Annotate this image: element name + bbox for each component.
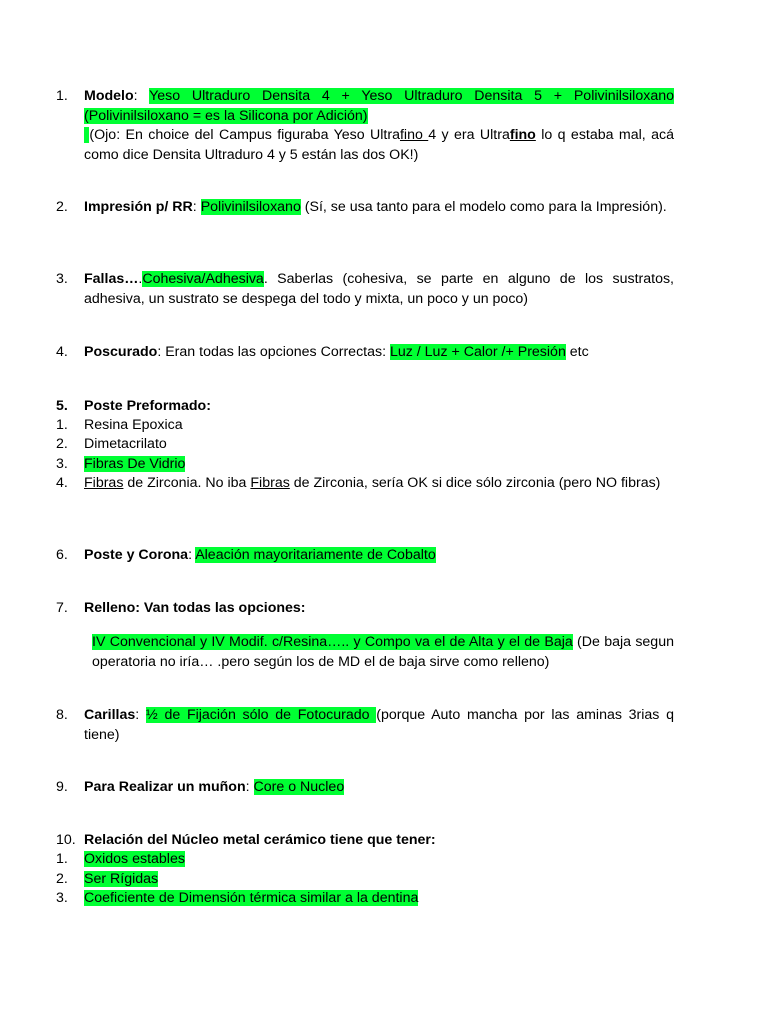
item-rest: (Sí, se usa tanto para el modelo como para la Impresión). — [300, 199, 667, 215]
label-colon: : — [245, 779, 254, 795]
highlighted-answer: ½ de Fijación sólo de Fotocurado — [145, 707, 377, 723]
item-rest: etc — [565, 344, 589, 360]
item-number: 3. — [56, 271, 68, 287]
item-number: 6. — [56, 547, 68, 563]
note-text-c: lo q estaba mal, acá como dice Densita Ultraduro 4 y 5 están las dos OK!) — [84, 127, 674, 163]
highlighted-answer: Polivinilsiloxano — [200, 199, 301, 215]
item-label: Relleno: Van todas las opciones: — [84, 600, 306, 616]
item-label: Modelo — [84, 88, 134, 104]
highlighted-answer: Fibras De Vidrio — [84, 456, 186, 472]
highlighted-answer: IV Convencional y IV Modif. c/Resina….. y Compo va el de Alta y el de Baja — [92, 634, 573, 650]
item-number: 5. — [56, 398, 68, 414]
item-text — [84, 599, 674, 619]
item-text — [84, 87, 674, 165]
item-number: 9. — [56, 779, 68, 795]
item-label: Poscurado — [84, 344, 158, 360]
option-number: 1. — [56, 851, 68, 867]
option-text-b: de Zirconia, sería OK si dice sólo zirconia (pero NO fibras) — [289, 475, 661, 491]
option-text — [84, 455, 674, 475]
item-number: 10. — [56, 832, 76, 848]
item-text — [84, 546, 674, 566]
note-text-a: (Ojo: En choice del Campus figuraba Yeso Ultra — [89, 127, 400, 143]
underlined-word: Fibras — [250, 475, 290, 491]
note-text-b: 4 y era Ultra — [428, 127, 510, 143]
highlighted-answer: Aleación mayoritariamente de Cobalto — [195, 547, 436, 563]
item-label: Relación del Núcleo metal cerámico tiene que tener: — [84, 832, 436, 848]
item-number: 8. — [56, 707, 68, 723]
underlined-word: Fibras — [84, 475, 124, 491]
option-text — [84, 850, 674, 870]
highlighted-answer: Ser Rígidas — [84, 871, 159, 887]
label-colon: : — [133, 88, 150, 104]
item-rest: (De baja segun operatoria no iría… .pero según los de MD el de baja sirve como relleno) — [92, 634, 674, 670]
label-colon: : — [188, 547, 196, 563]
option-number: 3. — [56, 890, 68, 906]
label-dot: . — [138, 271, 143, 287]
option-number: 2. — [56, 436, 68, 452]
item-detail-text — [92, 633, 674, 672]
highlighted-answer: Core o Nucleo — [253, 779, 345, 795]
item-text — [84, 831, 674, 851]
highlighted-answer: Yeso Ultraduro Densita 4 + Yeso Ultraduro Densita 5 + Polivinilsiloxano (Polivinilsiloxano = es la Silicona por Adición) — [84, 88, 674, 124]
option-number: 1. — [56, 417, 68, 433]
item-text — [84, 397, 674, 417]
option-text — [84, 889, 674, 909]
option-text: Dimetacrilato — [84, 436, 167, 452]
option-text — [84, 870, 674, 890]
item-number: 2. — [56, 199, 68, 215]
item-text — [84, 706, 674, 745]
item-label: Fallas… — [84, 271, 139, 287]
item-number: 7. — [56, 600, 68, 616]
item-number: 1. — [56, 88, 68, 104]
option-text: Resina Epoxica — [84, 417, 183, 433]
item-text — [84, 198, 674, 218]
option-number: 2. — [56, 871, 68, 887]
item-rest: . Saberlas (cohesiva, se parte en alguno de los sustratos, adhesiva, un sustrato se despega del todo y mixta, un poco y un poco) — [84, 271, 674, 307]
option-text — [84, 474, 674, 494]
item-label: Poste Preformado: — [84, 398, 211, 414]
highlighted-answer: Coeficiente de Dimensión térmica similar a la dentina — [84, 890, 419, 906]
highlighted-answer: Cohesiva/Adhesiva — [142, 271, 264, 287]
item-pre: Eran todas las opciones Correctas: — [165, 344, 390, 360]
item-text — [84, 270, 674, 309]
highlighted-answer: Luz / Luz + Calor /+ Presión — [389, 344, 566, 360]
item-number: 4. — [56, 344, 68, 360]
item-text — [84, 343, 674, 363]
item-rest: (porque Auto mancha por las aminas 3rias q tiene) — [84, 707, 674, 743]
label-colon: : — [192, 199, 201, 215]
item-label: Para Realizar un muñon — [84, 779, 246, 795]
note-underlined-fino: fino — [399, 127, 429, 143]
highlighted-answer: Oxidos estables — [84, 851, 185, 867]
label-colon: : — [157, 344, 166, 360]
option-number: 4. — [56, 475, 68, 491]
item-label: Carillas — [84, 707, 136, 723]
item-label: Impresión p/ RR — [84, 199, 193, 215]
item-label: Poste y Corona — [84, 547, 189, 563]
item-text — [84, 778, 674, 798]
label-colon: : — [135, 707, 146, 723]
option-number: 3. — [56, 456, 68, 472]
option-text-a: de Zirconia. No iba — [123, 475, 251, 491]
note-bold-fino: fino — [509, 127, 536, 143]
